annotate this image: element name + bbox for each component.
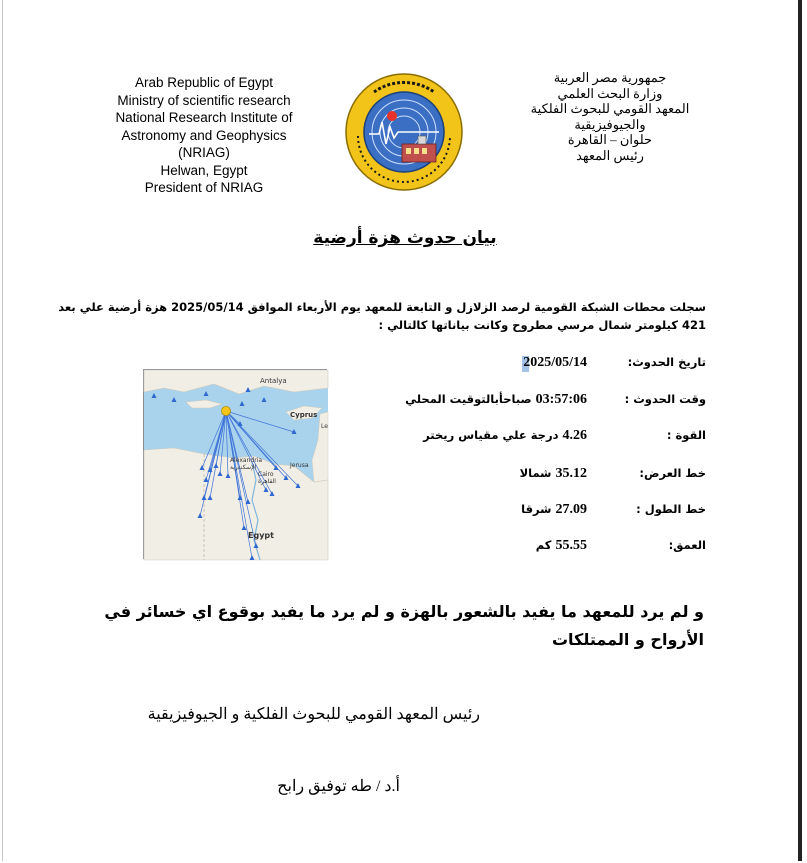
map-canvas [144, 370, 328, 560]
damage-note [100, 598, 704, 654]
map-label-cairo: Cairo [258, 471, 274, 478]
header-en-line: Helwan, Egypt [160, 162, 248, 178]
detail-label: خط الطول : [636, 502, 706, 516]
intro-line: سجلت محطات الشبكة القومية لرصد الزلازل و التابعة للمعهد يوم الأربعاء الموافق 2025/05/14 هزة أرضية علي بعد [58, 300, 706, 314]
epicenter-map [143, 369, 327, 559]
detail-label: العمق: [668, 538, 706, 552]
map-label-alexandria-ar: الإسكندرية [230, 464, 257, 471]
detail-value [521, 502, 587, 518]
detail-suffix: درجة علي مقياس ريختر [423, 428, 563, 442]
header-english [100, 74, 308, 197]
map-label-alexandria: Alexandria [230, 457, 263, 464]
map-label-antalya: Antalya [260, 377, 287, 385]
intro-paragraph [58, 298, 706, 334]
detail-row-time [0, 392, 807, 412]
detail-value [523, 355, 587, 371]
detail-row-date [0, 355, 807, 375]
detail-number: 03:57:06 [535, 392, 587, 407]
map-label-cyprus: Cyprus [290, 411, 318, 419]
detail-suffix: كم [535, 538, 556, 552]
detail-suffix: شمالا [519, 466, 556, 480]
header-en-line: (NRIAG) [178, 145, 230, 160]
nriag-logo [344, 72, 464, 192]
detail-value [423, 428, 587, 444]
detail-row-latitude [0, 466, 807, 486]
header-ar-line: والجيوفيزيقية [574, 116, 646, 132]
signature-title: رئيس المعهد القومي للبحوث الفلكية و الجيوفيزيقية [147, 706, 480, 723]
header-en-line: Ministry of scientific research [117, 92, 291, 108]
map-label-jerusalem: Jerusa [290, 462, 309, 469]
epicenter-marker [222, 407, 231, 416]
detail-label: خط العرض: [639, 466, 706, 480]
detail-row-magnitude [0, 428, 807, 448]
detail-value [520, 466, 587, 482]
header-en-line: President of NRIAG [144, 180, 264, 195]
detail-number: 35.12 [555, 466, 587, 481]
detail-value [405, 392, 587, 408]
detail-number: 55.55 [555, 538, 587, 553]
detail-label: تاريخ الحدوث: [627, 355, 706, 369]
header-en-line: Astronomy and Geophysics [121, 127, 287, 143]
detail-number: 27.09 [555, 502, 587, 517]
note-line: و لم يرد للمعهد ما يفيد بالشعور بالهزة و لم يرد ما يفيد بوقوع اي خسائر في [104, 602, 704, 621]
document-title: بيان حدوث هزة أرضية [313, 228, 497, 248]
header-en-line: Arab Republic of Egypt [134, 75, 274, 90]
header-ar-line: المعهد القومي للبحوث الفلكية [530, 101, 690, 116]
detail-row-longitude [0, 502, 807, 522]
note-line: الأرواح و الممتلكات [551, 630, 704, 649]
detail-row-depth [0, 538, 807, 558]
intro-line: 421 كيلومتر شمال مرسي مطروح وكانت بياناتها كالتالي : [378, 318, 706, 332]
detail-number: 2025/05/14 [523, 355, 587, 370]
header-en-line: National Research Institute of [115, 110, 293, 125]
detail-label: وقت الحدوث : [624, 392, 706, 406]
detail-label: القوة : [666, 428, 706, 442]
header-ar-line: جمهورية مصر العربية [553, 70, 667, 85]
header-arabic [520, 70, 700, 163]
map-label-cairo-ar: القاهرة [258, 478, 276, 485]
map-label-le: Le [321, 423, 328, 430]
header-ar-line: رئيس المعهد [576, 147, 644, 163]
detail-suffix: شرقا [521, 502, 556, 516]
detail-number: 4.26 [562, 428, 587, 443]
map-label-egypt: Egypt [248, 531, 274, 540]
detail-value [536, 538, 587, 554]
header-ar-line: وزارة البحث العلمي [557, 85, 663, 101]
header-ar-line: حلوان – القاهرة [567, 132, 653, 147]
signature-name: أ.د / طه توفيق رابح [277, 778, 400, 795]
detail-suffix: صباحأبالتوقيت المحلي [405, 392, 536, 406]
